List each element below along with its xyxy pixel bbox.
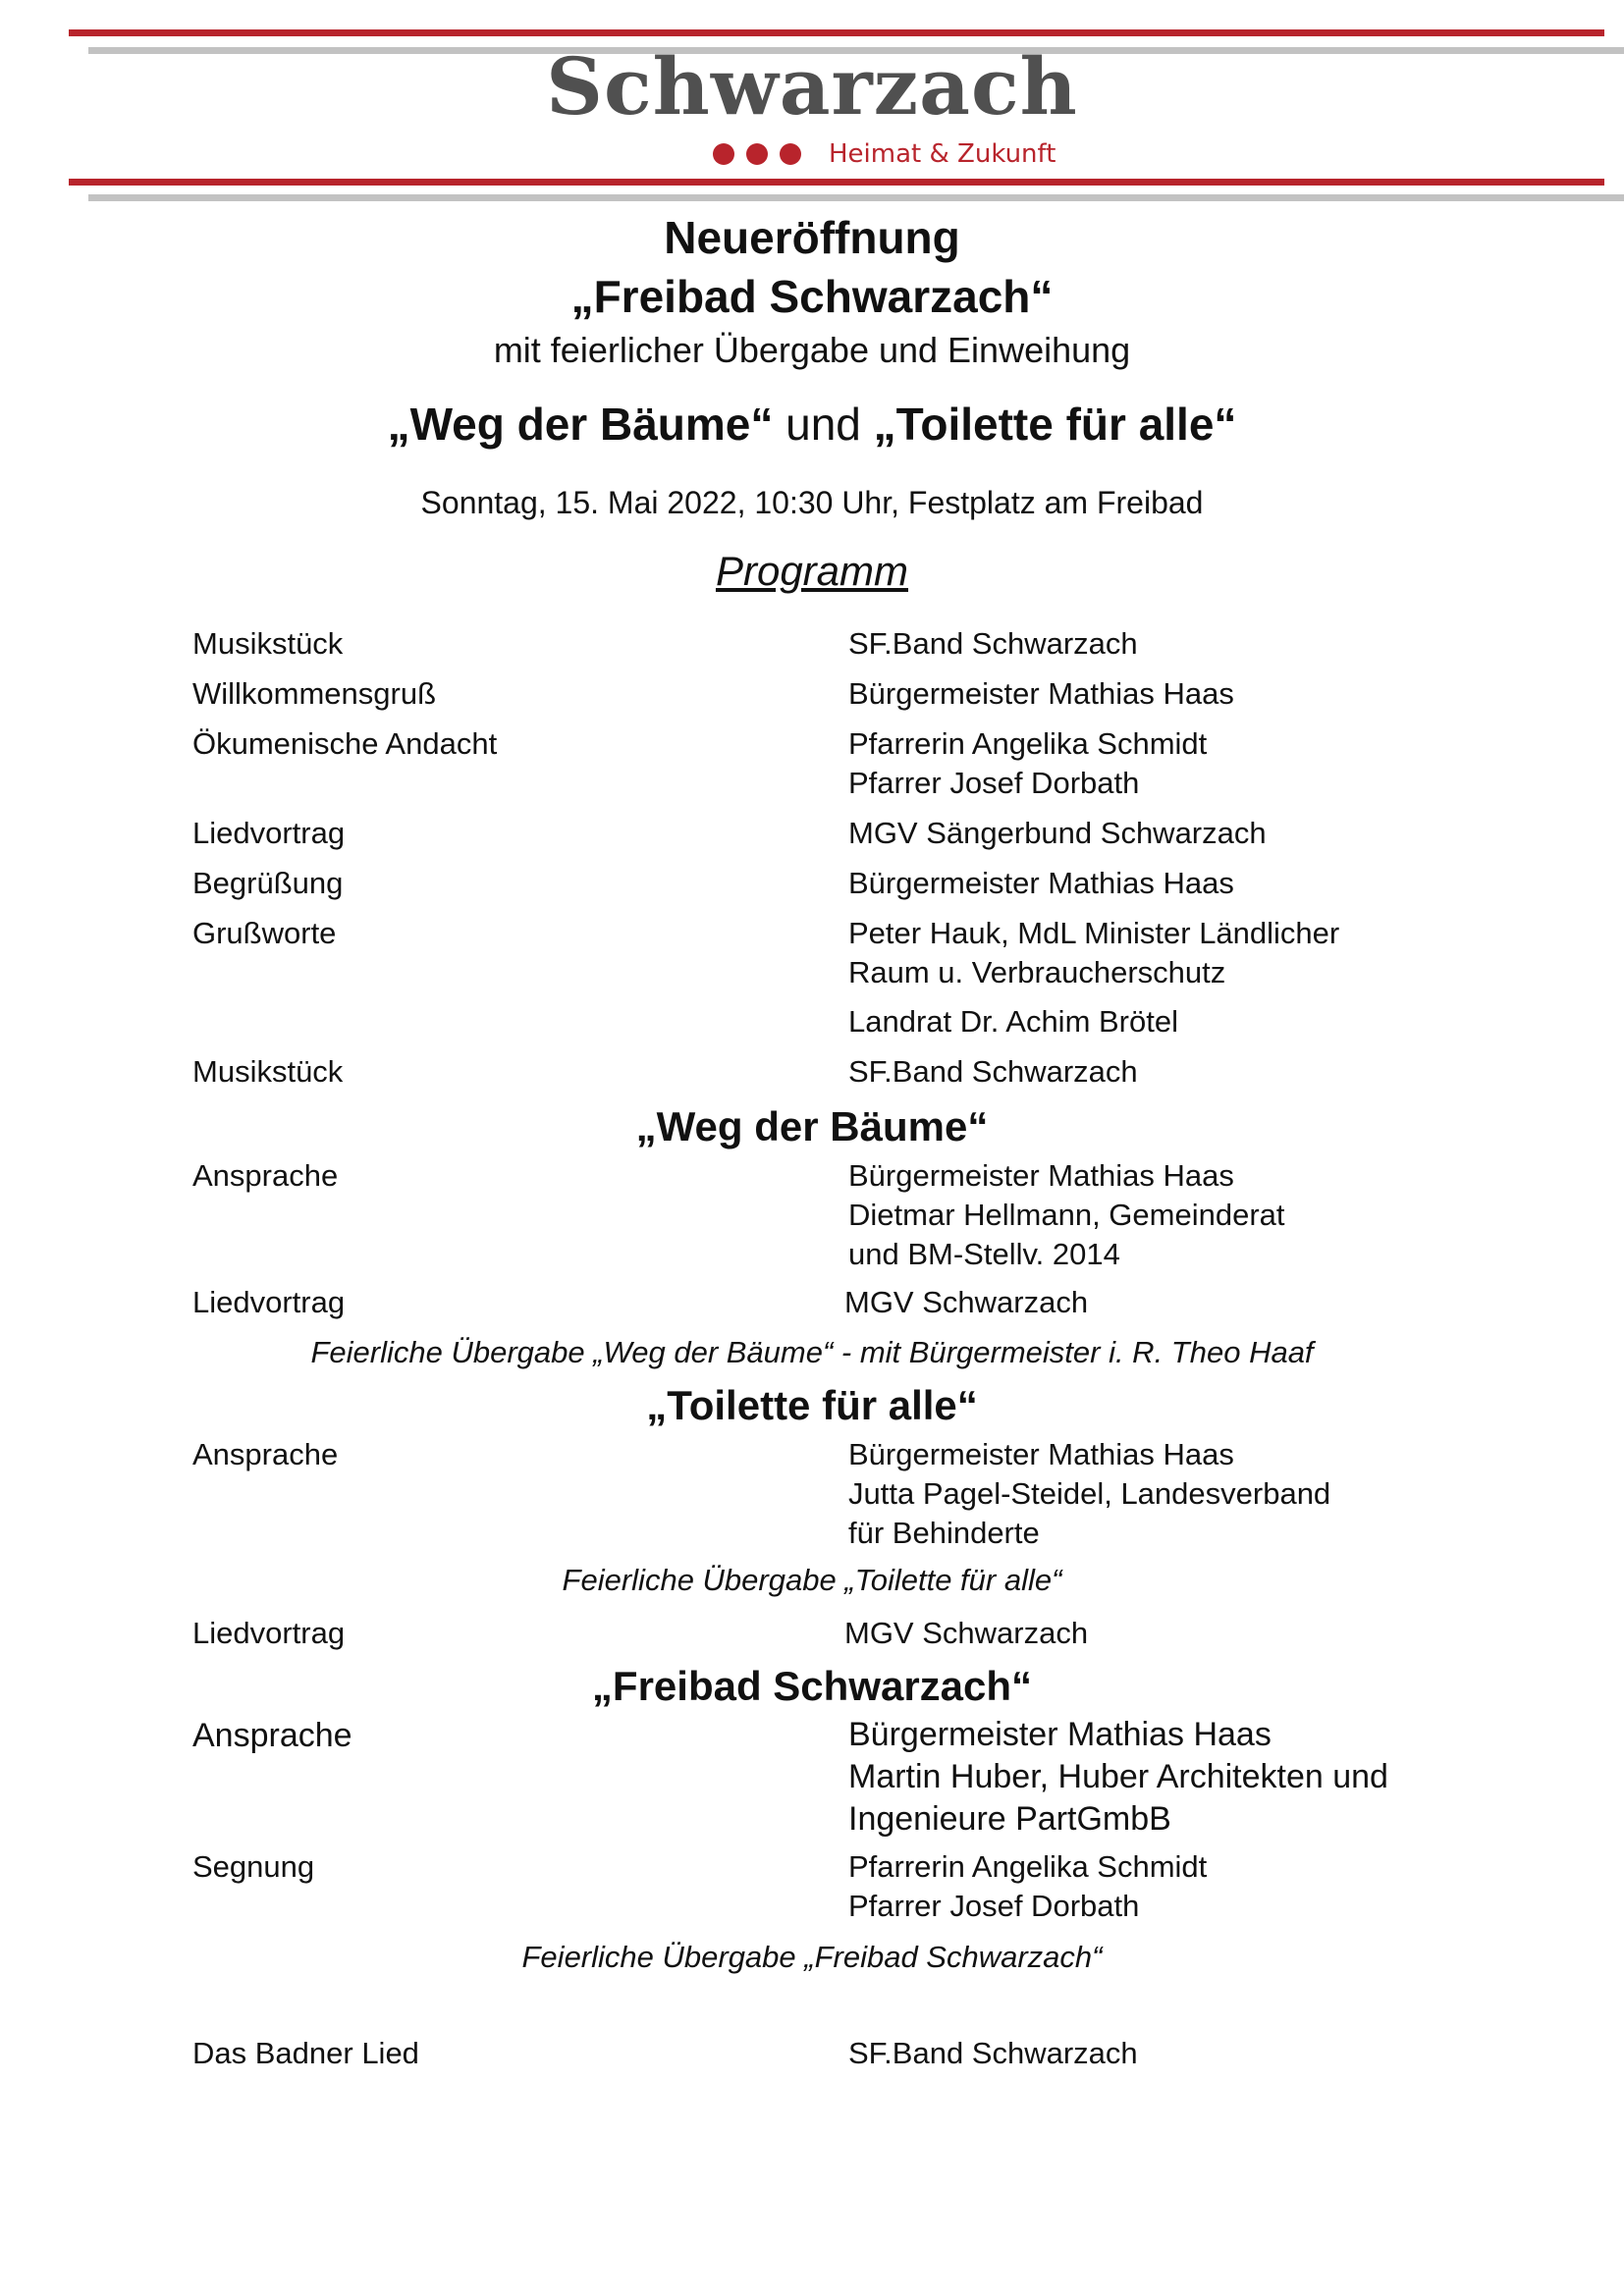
programme-item: Begrüßung — [192, 866, 344, 900]
programme-performer: Bürgermeister Mathias Haas — [848, 676, 1234, 711]
section-heading-freibad: „Freibad Schwarzach“ — [591, 1663, 1033, 1709]
programme-performer: MGV Schwarzach — [844, 1285, 1089, 1319]
programme-performer: MGV Schwarzach — [844, 1616, 1089, 1650]
programme-item: Ansprache — [192, 1437, 339, 1471]
title-line-1: Neueröffnung — [664, 212, 960, 263]
programme-item: Liedvortrag — [192, 816, 346, 850]
programme-performer: Landrat Dr. Achim Brötel — [848, 1004, 1178, 1039]
brand-dot-icon — [713, 143, 734, 165]
brand-tagline-row — [713, 139, 1056, 169]
programme-performer: SF.Band Schwarzach — [848, 2036, 1138, 2070]
title-und: und — [773, 399, 874, 450]
section-heading-weg: „Weg der Bäume“ — [635, 1103, 989, 1149]
title-line-3: mit feierlicher Übergabe und Einweihung — [493, 330, 1131, 370]
programme-performer: SF.Band Schwarzach — [848, 626, 1138, 661]
programme-performer: Bürgermeister Mathias Haas Dietmar Hellmann, Gemeinderat und BM-Stellv. 2014 — [848, 1158, 1285, 1271]
programme-performer: Bürgermeister Mathias Haas Martin Huber, Huber Architekten und Ingenieure PartGmbB — [848, 1716, 1388, 1838]
handover-toilette: Feierliche Übergabe „Toilette für alle“ — [562, 1563, 1062, 1597]
programme-performer: Pfarrerin Angelika Schmidt Pfarrer Josef Dorbath — [848, 1849, 1208, 1923]
title-toilette: „Toilette für alle“ — [873, 399, 1237, 450]
handover-freibad: Feierliche Übergabe „Freibad Schwarzach“ — [521, 1940, 1103, 1974]
header-rule-red-top — [69, 29, 1604, 36]
event-date: Sonntag, 15. Mai 2022, 10:30 Uhr, Festplatz am Freibad — [420, 485, 1204, 520]
title-line-4 — [0, 399, 1624, 451]
title-weg: „Weg der Bäume“ — [387, 399, 774, 450]
brand-wordmark: Schwarzach — [546, 40, 1078, 133]
programme-item: Liedvortrag — [192, 1616, 346, 1650]
programme-performer: Bürgermeister Mathias Haas Jutta Pagel-Steidel, Landesverband für Behinderte — [848, 1437, 1331, 1550]
header-rule-red-bottom — [69, 179, 1604, 186]
programme-item: Grußworte — [192, 916, 337, 950]
programme-item: Musikstück — [192, 1054, 344, 1089]
programme-performer: MGV Sängerbund Schwarzach — [848, 816, 1267, 850]
programme-performer: Pfarrerin Angelika Schmidt Pfarrer Josef Dorbath — [848, 726, 1208, 800]
programme-item: Musikstück — [192, 626, 344, 661]
brand-dot-icon — [746, 143, 768, 165]
programme-heading: Programm — [715, 548, 909, 594]
programme-performer: Peter Hauk, MdL Minister Ländlicher Raum u. Verbraucherschutz — [848, 916, 1340, 989]
programme-item: Ansprache — [192, 1717, 352, 1754]
programme-item: Liedvortrag — [192, 1285, 346, 1319]
programme-performer: Bürgermeister Mathias Haas — [848, 866, 1234, 900]
programme-item: Das Badner Lied — [192, 2036, 419, 2070]
handover-weg: Feierliche Übergabe „Weg der Bäume“ - mit Bürgermeister i. R. Theo Haaf — [310, 1335, 1314, 1369]
brand-tagline: Heimat & Zukunft — [829, 139, 1056, 169]
programme-item: Willkommensgruß — [192, 676, 437, 711]
programme-performer: SF.Band Schwarzach — [848, 1054, 1138, 1089]
brand-dot-icon — [780, 143, 801, 165]
programme-item: Ansprache — [192, 1158, 339, 1193]
header-rule-grey-bottom — [88, 194, 1624, 201]
programme-item: Segnung — [192, 1849, 315, 1884]
section-heading-toilette: „Toilette für alle“ — [646, 1382, 978, 1428]
programme-item: Ökumenische Andacht — [192, 726, 498, 761]
title-line-2: „Freibad Schwarzach“ — [570, 271, 1054, 322]
